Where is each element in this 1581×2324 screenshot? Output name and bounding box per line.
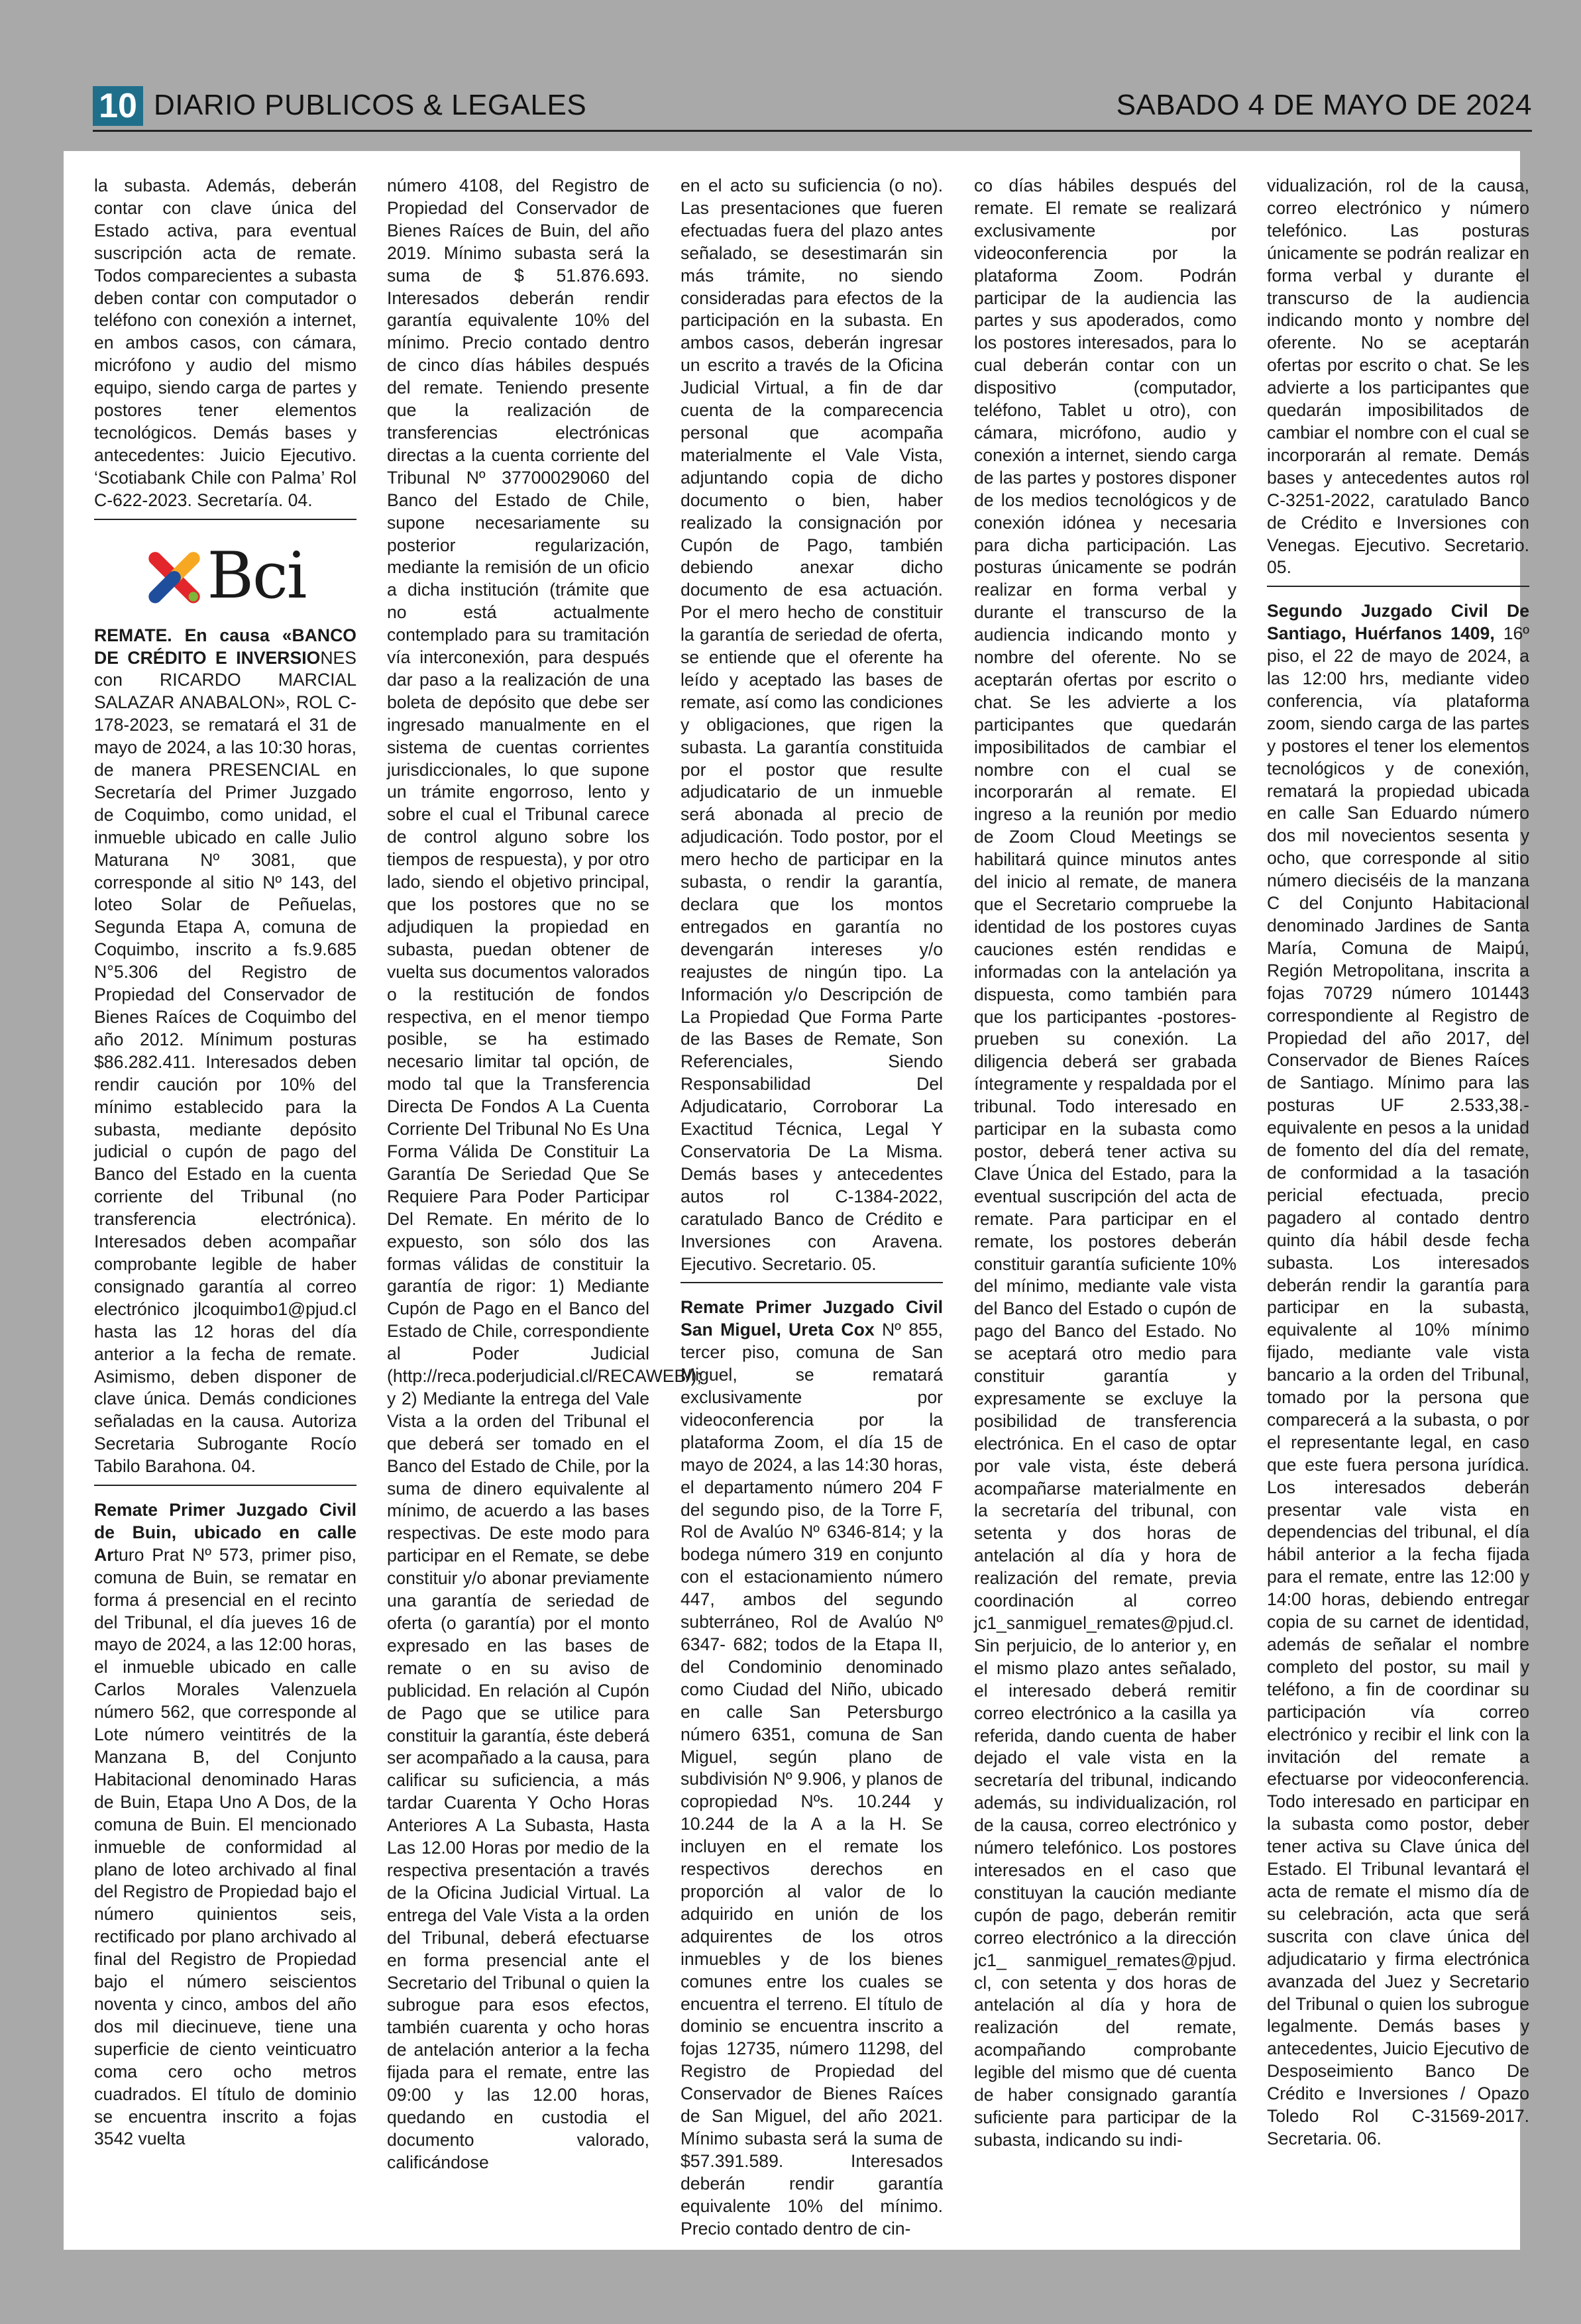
page-sheet — [64, 151, 1529, 2250]
publication-date: SABADO 4 DE MAYO DE 2024 — [1116, 89, 1532, 121]
logo-dot-green — [189, 592, 198, 601]
notice-buin-body: turo Prat Nº 573, primer piso, comuna de Buin, se rematar en forma á presencial en el recinto del Tribunal, el día jueves 16 de mayo de 2024, a las 12:00 horas, el inmueble ubicado en calle Carlos Morales Valenzuela número 562, que corresponde al Lote número veintitrés de la Manzana B, del Conjunto Habitacional denominado Haras de Buin, Etapa Uno A Dos, de la comuna de Buin. El mencionado inmueble de conformidad al plano de loteo archivado al final del Registro de Propiedad bajo el número quinientos seis, rectificado por plano archivado al final del Registro de Propiedad bajo el número seiscientos noventa y cinco, ambos del año dos mil diecinueve, tiene una superficie de ciento veinticuatro coma cero ocho metros cuadrados. El título de dominio se encuentra inscrito a fojas 3542 vuelta — [94, 1544, 356, 2149]
notice-buin-part3: en el acto su suficiencia (o no). Las presentaciones que fueren efectuadas fuera del plazo antes señalado, se desestimarán sin más trámite, no siendo consideradas para efectos de la participación en la subasta. En ambos casos, deberán ingresar un escrito a través de la Oficina Judicial Virtual, a fin de dar cuenta de la comparecencia personal que acompaña materialmente el Vale Vista, adjuntando copia de dicho documento o bien, haber realizado la consignación por Cupón de Pago, también debiendo anexar dicho documento de esa actuación. Por el mero hecho de constituir la garantía de seriedad de oferta, se entiende que el oferente ha leído y aceptado las bases de remate, así como las condiciones y obligaciones, que rigen la subasta. La garantía constituida por el postor que resulte adjudicatario de un inmueble será abonada al precio de adjudicación. Todo postor, por el mero hecho de participar en la subasta, o rendir la garantía, declara que los montos entregados en garantía no devengarán intereses y/o reajustes de ningún tipo. La Información y/o Descripción de La Propiedad Que Forma Parte de las Bases de Remate, Son Referenciales, Siendo Responsabilidad Del Adjudicatario, Corroborar La Exactitud Técnica, Legal Y Conservatoria De La Misma. Demás bases y antecedentes autos rol C-1384-2022, caratulado Banco de Crédito e Inversiones con Aravena. Ejecutivo. Secretario. 05. — [681, 176, 943, 1274]
notice-sanmiguel-heading: Remate Primer Juzgado Civil San Miguel, Ureta Cox — [681, 1297, 943, 1340]
notice-scotiabank-tail: la subasta. Además, deberán contar con clave única del Estado activa, para eventual suscripción acta de remate. Todos comparecientes a subasta deben contar con computador o teléfono con conexión a internet, en ambos casos, con cámara, micrófono y audio del mismo equipo, siendo carga de partes y postores tener elementos tecnológicos. Demás bases y antecedentes: Juicio Ejecutivo. ‘Scotiabank Chile con Palma’ Rol C-622-2023. Secretaría. 04. — [94, 176, 356, 510]
bci-logo-icon — [144, 547, 204, 606]
logo-stroke-blue — [156, 577, 175, 596]
bci-logo — [94, 533, 356, 619]
bci-logo-text: Bci — [207, 538, 306, 613]
notice-sanmiguel-part2: co días hábiles después del remate. El remate se realizará exclusivamente por videoconferencia por la plataforma Zoom. Podrán participar de la audiencia las partes y sus apoderados, como los postores interesados, para lo cual deberán contar con un dispositivo (computador, teléfono, Tablet u otro), con cámara, micrófono, audio y conexión a internet, siendo carga de las partes y postores disponer de los medios tecnológicos y de conexión idónea y necesaria para dicha participación. Las posturas únicamente se podrán realizar en forma verbal y durante el transcurso de la audiencia indicando monto y nombre del oferente. No se aceptarán ofertas por escrito o chat. Se les advierte a los participantes que quedarán imposibilitados de cambiar el nombre con el cual se incorporarán al remate. El ingreso a la reunión por medio de Zoom Cloud Meetings se habilitará quince minutos antes del inicio al remate, de manera que el Secretario compruebe la identidad de los postores cuyas cauciones estén rendidas e informadas con la antelación ya dispuesta, como también para que los participantes -postores- prueben su conexión. La diligencia deberá ser grabada íntegramente y respaldada por el tribunal. Todo interesado en participar en la subasta como postor, deberá tener activa su Clave Única del Estado, para la eventual suscripción del acta de remate. Para participar en el remate, los postores deberán constituir garantía suficiente 10% del mínimo, mediante vale vista del Banco del Estado o cupón de pago del Banco del Estado. No se aceptará otro medio para constituir garantía y expresamente se excluye la posibilidad de transferencia electrónica. En el caso de optar por vale vista, éste deberá acompañarse materialmente en la secretaría del tribunal, con setenta y dos horas de antelación al día y hora de realización del remate, previa coordinación al correo jc1_sanmiguel_remates@pjud.cl. Sin perjuicio, de lo anterior y, en el mismo plazo antes señalado, el interesado deberá remitir correo electrónico a la casilla ya referida, dando cuenta de haber dejado el vale vista en la secretaría del tribunal, indicando además, su individualización, rol de la causa, correo electrónico y número telefónico. Los postores interesados en el caso que constituyan la caución mediante cupón de pago, deberán remitir correo electrónico a la dirección jc1_ sanmiguel_remates@pjud. cl, con setenta y dos horas de antelación al día y hora de realización del remate, acompañando comprobante legible del mismo que dé cuenta de haber consignado garantía suficiente para participar de la subasta, indicando su indi- — [974, 176, 1236, 2150]
notice-divider — [94, 1485, 356, 1486]
notice-divider — [1267, 586, 1529, 587]
notice-divider — [681, 1282, 943, 1283]
notice-buin-part1 — [94, 1499, 356, 2150]
column-5 — [1267, 175, 1529, 2235]
column-1 — [94, 175, 356, 2235]
notice-santiago — [1267, 600, 1529, 2150]
notice-bci-coquimbo — [94, 625, 356, 1478]
notice-bci-body: NES con RICARDO MARCIAL SALAZAR ANABALON», ROL C-178-2023, se rematará el 31 de mayo de 2024, a las 10:30 horas, de manera PRESENCIAL en Secretaría del Primer Juzgado de Coquimbo, como unidad, el inmueble ubicado en calle Julio Maturana Nº 3081, que corresponde al sitio Nº 143, del loteo Solar de Peñuelas, Segunda Etapa A, comuna de Coquimbo, inscrito a fs.9.685 N°5.306 del Registro de Propiedad del Conservador de Bienes Raíces de Coquimbo del año 2012. Mínimum posturas $86.282.411. Interesados deben rendir caución por 10% del mínimo establecido para la subasta, mediante depósito judicial o cupón de pago del Banco del Estado en la cuenta corriente del Tribunal (no transferencia electrónica). Interesados deben acompañar comprobante legible de haber consignado garantía al correo electrónico jlcoquimbo1@pjud.cl hasta las 12 horas del día anterior a la fecha de remate. Asimismo, deben disponer de clave única. Demás condiciones señaladas en la causa. Autoriza Secretaria Subrogante Rocío Tabilo Barahona. 04. — [94, 647, 356, 1477]
notice-sanmiguel-part3: vidualización, rol de la causa, correo electrónico y número telefónico. Las posturas únicamente se podrán realizar en forma verbal y durante el transcurso de la audiencia indicando monto y nombre del oferente. No se aceptarán ofertas por escrito o chat. Se les advierte a los participantes que quedarán imposibilitados de cambiar el nombre con el cual se incorporarán al remate. Demás bases y antecedentes autos rol C-3251-2022, caratulado Banco de Crédito e Inversiones con Venegas. Ejecutivo. Secretario. 05. — [1267, 176, 1529, 578]
column-2 — [387, 175, 702, 2235]
notice-sanmiguel-body: Nº 855, tercer piso, comuna de San Miguel, se rematará exclusivamente por videoconferencia por la plataforma Zoom, el día 15 de mayo de 2024, a las 14:30 horas, el departamento número 204 F del segundo piso, de la Torre F, Rol de Avalúo Nº 6346-814; y la bodega número 319 en conjunto con el estacionamiento número 447, ambos del segundo subterráneo, Rol de Avalúo Nº 6347- 682; todos de la Etapa II, del Condominio denominado como Ciudad del Niño, ubicado en calle San Petersburgo número 6351, comuna de San Miguel, según plano de subdivisión Nº 9.906, y planos de copropiedad Nºs. 10.244 y 10.244 de la A a la H. Se incluyen en el remate los respectivos derechos en proporción al valor de lo adquirido en unión de los adquirentes de los otros inmuebles y de los bienes comunes entre los cuales se encuentra el terreno. El título de dominio se encuentra inscrito a fojas 12735, número 11298, del Registro de Propiedad del Conservador de Bienes Raíces de San Miguel, del año 2021. Mínimo subasta será la suma de $57.391.589. Interesados deberán rendir garantía equivalente 10% del mínimo. Precio contado dentro de cin- — [681, 1320, 943, 2239]
column-4 — [974, 175, 1236, 2235]
page-header — [93, 85, 1532, 127]
notice-sanmiguel-part1 — [681, 1296, 943, 2240]
column-3 — [681, 175, 943, 2239]
notice-buin-heading: Remate Primer Juzgado Civil de Buin, ubicado en calle Ar — [94, 1500, 356, 1565]
publication-title: DIARIO PUBLICOS & LEGALES — [154, 89, 587, 121]
page-number: 10 — [93, 86, 143, 126]
notice-buin-part2: número 4108, del Registro de Propiedad del Conservador de Bienes Raíces de Buin, del año 2019. Mínimo subasta será la suma de $ 51.876.693. Interesados deberán rendir garantía equivalente 10% del mínimo. Precio contado dentro de cinco días hábiles después del remate. Teniendo presente que la realización de transferencias electrónicas directas a la cuenta corriente del Tribunal Nº 37700029060 del Banco del Estado de Chile, supone necesariamente su posterior regularización, mediante la remisión de un oficio a dicha institución (trámite que no está actualmente contemplado para su tramitación vía interconexión, para después dar paso a la realización de una boleta de depósito que debe ser ingresado manualmente en el sistema de cuentas corrientes jurisdiccionales, lo que supone un trámite engorroso, lento y sobre el cual el Tribunal carece de control alguno sobre los tiempos de respuesta), y por otro lado, siendo el objetivo principal, que los postores que no se adjudiquen la propiedad en subasta, puedan obtener de vuelta sus documentos valorados o la restitución de fondos respectiva, en el menor tiempo posible, se ha estimado necesario limitar tal opción, de modo tal que la Transferencia Directa De Fondos A La Cuenta Corriente Del Tribunal No Es Una Forma Válida De Constituir La Garantía De Seriedad Que Se Requiere Para Poder Participar Del Remate. En mérito de lo expuesto, son sólo dos las formas válidas de constituir la garantía de rigor: 1) Mediante Cupón de Pago en el Banco del Estado de Chile, correspondiente al Poder Judicial (http://reca.poderjudicial.cl/RECAWEB/); y 2) Mediante la entrega del Vale Vista a la orden del Tribunal el que deberá ser tomado en el Banco del Estado de Chile, por la suma de dinero equivalente al mínimo, de acuerdo a las bases respectivas. De este modo para participar en el Remate, se debe constituir y/o abonar previamente una garantía de seriedad de oferta (o garantía) por el monto expresado en las bases de remate o en su aviso de publicidad. En relación al Cupón de Pago que se utilice para constituir la garantía, éste deberá ser acompañado a la causa, para calificar su suficiencia, a más tardar Cuarenta Y Ocho Horas Anteriores A La Subasta, Hasta Las 12.00 Horas por medio de la respectiva presentación a través de la Oficina Judicial Virtual. La entrega del Vale Vista a la orden del Tribunal, deberá efectuarse en forma presencial ante el Secretario del Tribunal o quien la subrogue para esos efectos, también cuarenta y ocho horas de antelación anterior a la fecha fijada para el remate, entre las 09:00 y las 12.00 horas, quedando en custodia el documento valorado, calificándose — [387, 176, 702, 2172]
notice-santiago-heading: Segundo Juzgado Civil De Santiago, Huérfanos 1409, — [1267, 601, 1529, 644]
notice-divider — [94, 519, 356, 520]
header-rule — [93, 130, 1532, 132]
notice-santiago-body: 16º piso, el 22 de mayo de 2024, a las 12:00 hrs, mediante video conferencia, vía plataforma zoom, siendo carga de las partes y postores el tener los elementos tecnológicos y de conexión, rematará la propiedad ubicada en calle San Eduardo número dos mil novecientos sesenta y ocho, que corresponde al sitio número dieciséis de la manzana C del Conjunto Habitacional denominado Jardines de Santa María, Comuna de Maipú, Región Metropolitana, inscrita a fojas 70729 número 101443 correspondiente al Registro de Propiedad del año 2017, del Conservador de Bienes Raíces de Santiago. Mínimo para las posturas UF 2.533,38.- equivalente en pesos a la unidad de fomento del día del remate, de conformidad a la tasación pericial efectuada, precio pagadero al contado dentro quinto día hábil desde fecha subasta. Los interesados deberán rendir la garantía para participar en la subasta, equivalente al 10% mínimo fijado, mediante vale vista bancario a la orden del Tribunal, tomado por la persona que comparecerá a la subasta, o por el representante legal, en caso que este fuera persona jurídica. Los interesados deberán presentar vale vista en dependencias del tribunal, el día hábil anterior a la fecha fijada para el remate, entre las 12:00 y 14:00 horas, debiendo entregar copia de su carnet de identidad, además de señalar el nombre completo del postor, su mail y teléfono, a fin de coordinar su participación vía correo electrónico y recibir el link con la invitación del remate a efectuarse por videoconferencia. Todo interesado en participar en la subasta como postor, deber tener activa su Clave única del Estado. El Tribunal levantará el acta de remate el mismo día de su celebración, acta que será suscrita con clave única del adjudicatario y firma electrónica avanzada del Juez y Secretario del Tribunal o quien los subrogue legalmente. Demás bases y antecedentes, Juicio Ejecutivo de Desposeimiento Banco De Crédito e Inversiones / Opazo Toledo Rol C-31569-2017. Secretaria. 06. — [1267, 623, 1529, 2148]
notice-bci-heading: REMATE. En causa «BANCO DE CRÉDITO E INVERSIO — [94, 625, 356, 668]
